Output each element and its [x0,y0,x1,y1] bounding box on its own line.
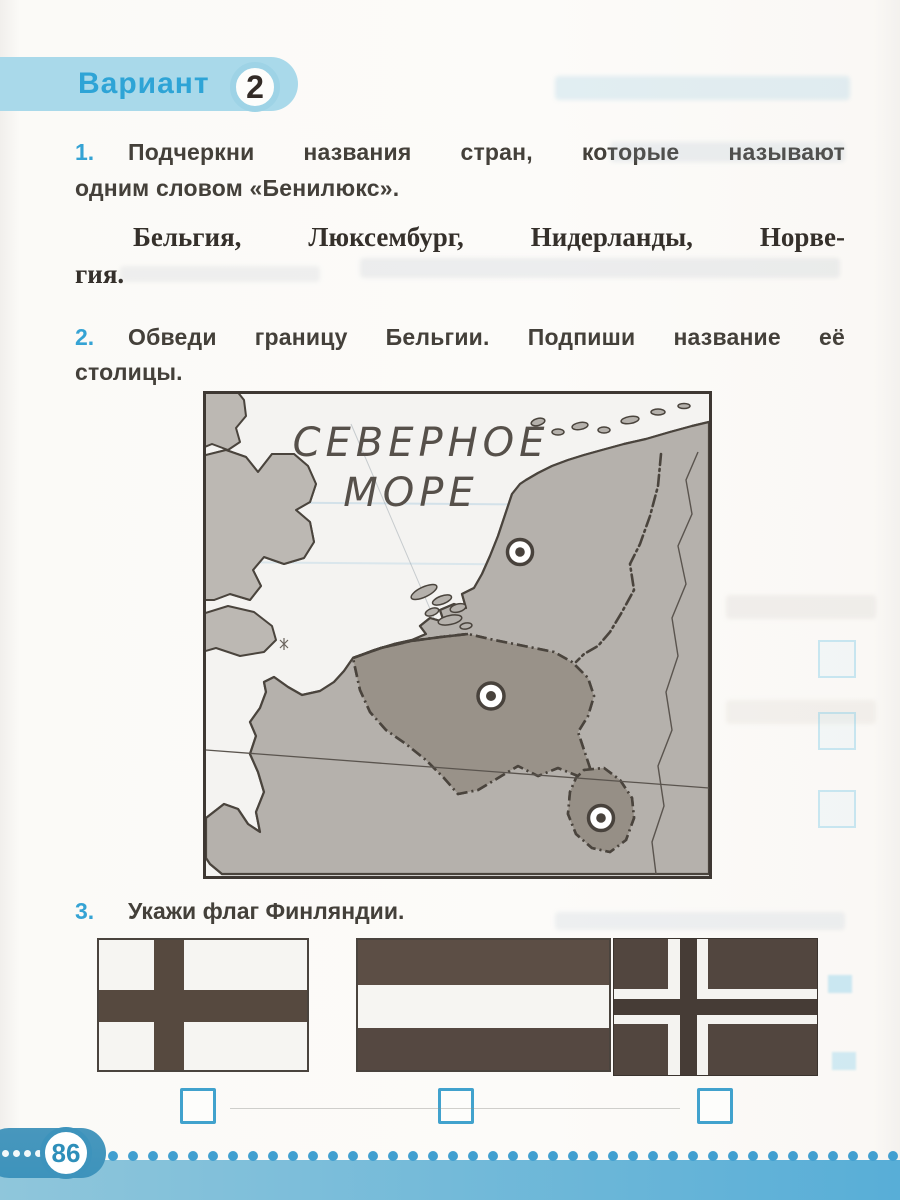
bleed-through-checkbox [818,712,856,750]
bleed-through-checkbox [818,790,856,828]
pill-dot [24,1150,31,1157]
scan-line-artifact [230,1108,680,1109]
bleed-through-artifact [610,142,845,162]
task-3-text: Укажи флаг Финляндии. [128,898,405,924]
benelux-map[interactable] [203,391,712,879]
bleed-through-artifact [832,1052,856,1070]
amsterdam-capital-dot [508,540,533,565]
task-1-text-line-2: одним словом «Бенилюкс». [75,175,400,201]
task-2-number: 2. [75,324,95,350]
sea-label-line-1: СЕВЕРНОЕ [292,420,550,466]
bleed-through-artifact [120,266,320,282]
country-list-line-2[interactable]: гия. [75,259,125,289]
pill-dot [2,1150,9,1157]
map-canvas [206,394,709,876]
finland-cross-horizontal [99,990,307,1022]
task-1-text-line-1: Подчеркни названия стран, которые называют [128,139,845,165]
task-2 [75,320,845,390]
page-number-badge: 86 [40,1127,92,1179]
norway-flag [613,938,818,1076]
luxembourg-capital-dot [589,806,614,831]
task-2-text-line-1: Обведи границу Бельгии. Подпиши название её [128,324,845,350]
country-list-line-1[interactable]: Бельгия, Люксембург, Нидерланды, Норве- [133,222,845,252]
netherlands-bottom-stripe [358,1028,609,1070]
flag-option-checkbox-2[interactable] [438,1088,474,1124]
task-2-text-line-2: столицы. [75,359,183,385]
finland-flag [97,938,309,1072]
task-3-number: 3. [75,898,95,924]
bleed-through-artifact [828,975,852,993]
norway-cross-dark-horizontal [614,999,817,1015]
netherlands-flag [356,938,611,1072]
wadden-islands [530,404,690,436]
flag-option-checkbox-1[interactable] [180,1088,216,1124]
bleed-through-artifact [555,912,845,930]
task-1-number: 1. [75,139,95,165]
pill-dot [13,1150,20,1157]
brussels-capital-dot [478,683,504,709]
flag-option-checkbox-3[interactable] [697,1088,733,1124]
footer-band [0,1160,900,1200]
sea-label-line-2: МОРЕ [343,470,479,516]
bleed-through-artifact [555,76,850,100]
bleed-through-checkbox [818,640,856,678]
variant-number-badge: 2 [230,62,280,112]
bleed-through-artifact [360,258,840,278]
variant-label: Вариант [78,67,210,100]
netherlands-top-stripe [358,940,609,985]
city-star-marker [280,638,288,650]
footer-dots [108,1151,900,1161]
bleed-through-artifact [726,595,876,619]
